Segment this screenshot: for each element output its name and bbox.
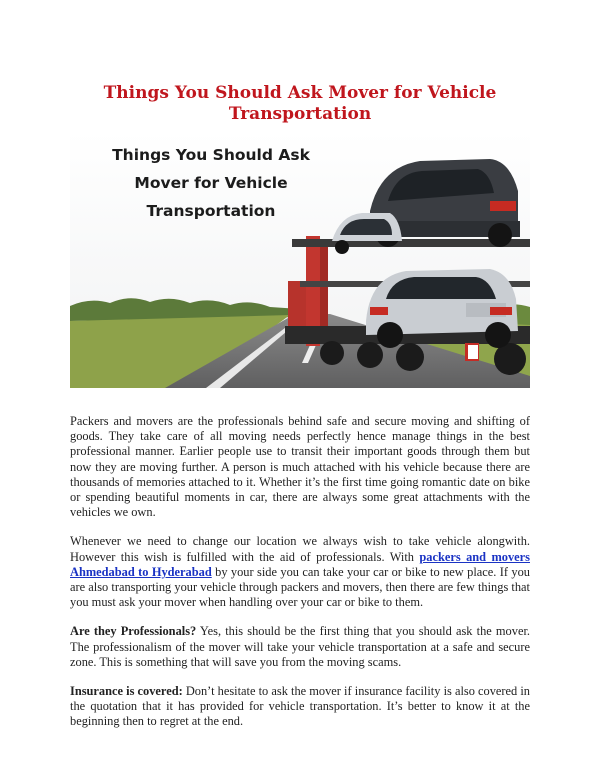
page-title: Things You Should Ask Mover for Vehicle Transportation (103, 83, 497, 125)
paragraph-lead: Insurance is covered: (70, 684, 183, 699)
paragraph-professionals (70, 624, 530, 670)
hero-image (70, 131, 530, 388)
article-body (70, 414, 530, 744)
hero-caption-line: Mover for Vehicle (134, 174, 288, 192)
paragraph-text: Don’t hesitate to ask the mover if insurance facility is also covered in the quotation that it has provided for vehicle transportation. It’s better to know it at the beginning then to regret at the end. (70, 684, 531, 729)
hero-caption-line: Things You Should Ask (112, 146, 310, 164)
paragraph-intro: Packers and movers are the professionals behind safe and secure moving and shifting of goods. They take care of all moving needs perfectly hence manage things in the best professional manner. Earlier people use to transit their important goods through them but now they are moving further. A person is much attached with his vehicle because there are thousands of memories attached to it. Whether it’s the first time going romantic date on bike or spending beautiful moments in car, there are always some great attachments with the vehicles we own. (70, 414, 530, 520)
paragraph-insurance (70, 684, 530, 730)
hero-caption-line: Transportation (146, 202, 276, 220)
packers-movers-link[interactable]: packers and movers Ahmedabad to Hyderabad (70, 549, 530, 579)
paragraph-lead: Are they Professionals? (70, 624, 197, 639)
paragraph-text: Yes, this should be the first thing that you should ask the mover. The professionalism of the mover will take your vehicle transportation at a safe and secure zone. This is something that will save you from the moving scams. (70, 624, 530, 669)
hero-caption (106, 141, 316, 225)
paragraph-text: Whenever we need to change our location we always wish to take vehicle alongwith. However this wish is fulfilled with the aid of professionals. With (70, 534, 530, 564)
paragraph-text: by your side you can take your car or bike to new place. If you are also transporting your vehicle through packers and movers, then there are few things that you must ask your mover when handling over your car or bike to them. (70, 564, 530, 610)
paragraph-relocation (70, 534, 530, 610)
